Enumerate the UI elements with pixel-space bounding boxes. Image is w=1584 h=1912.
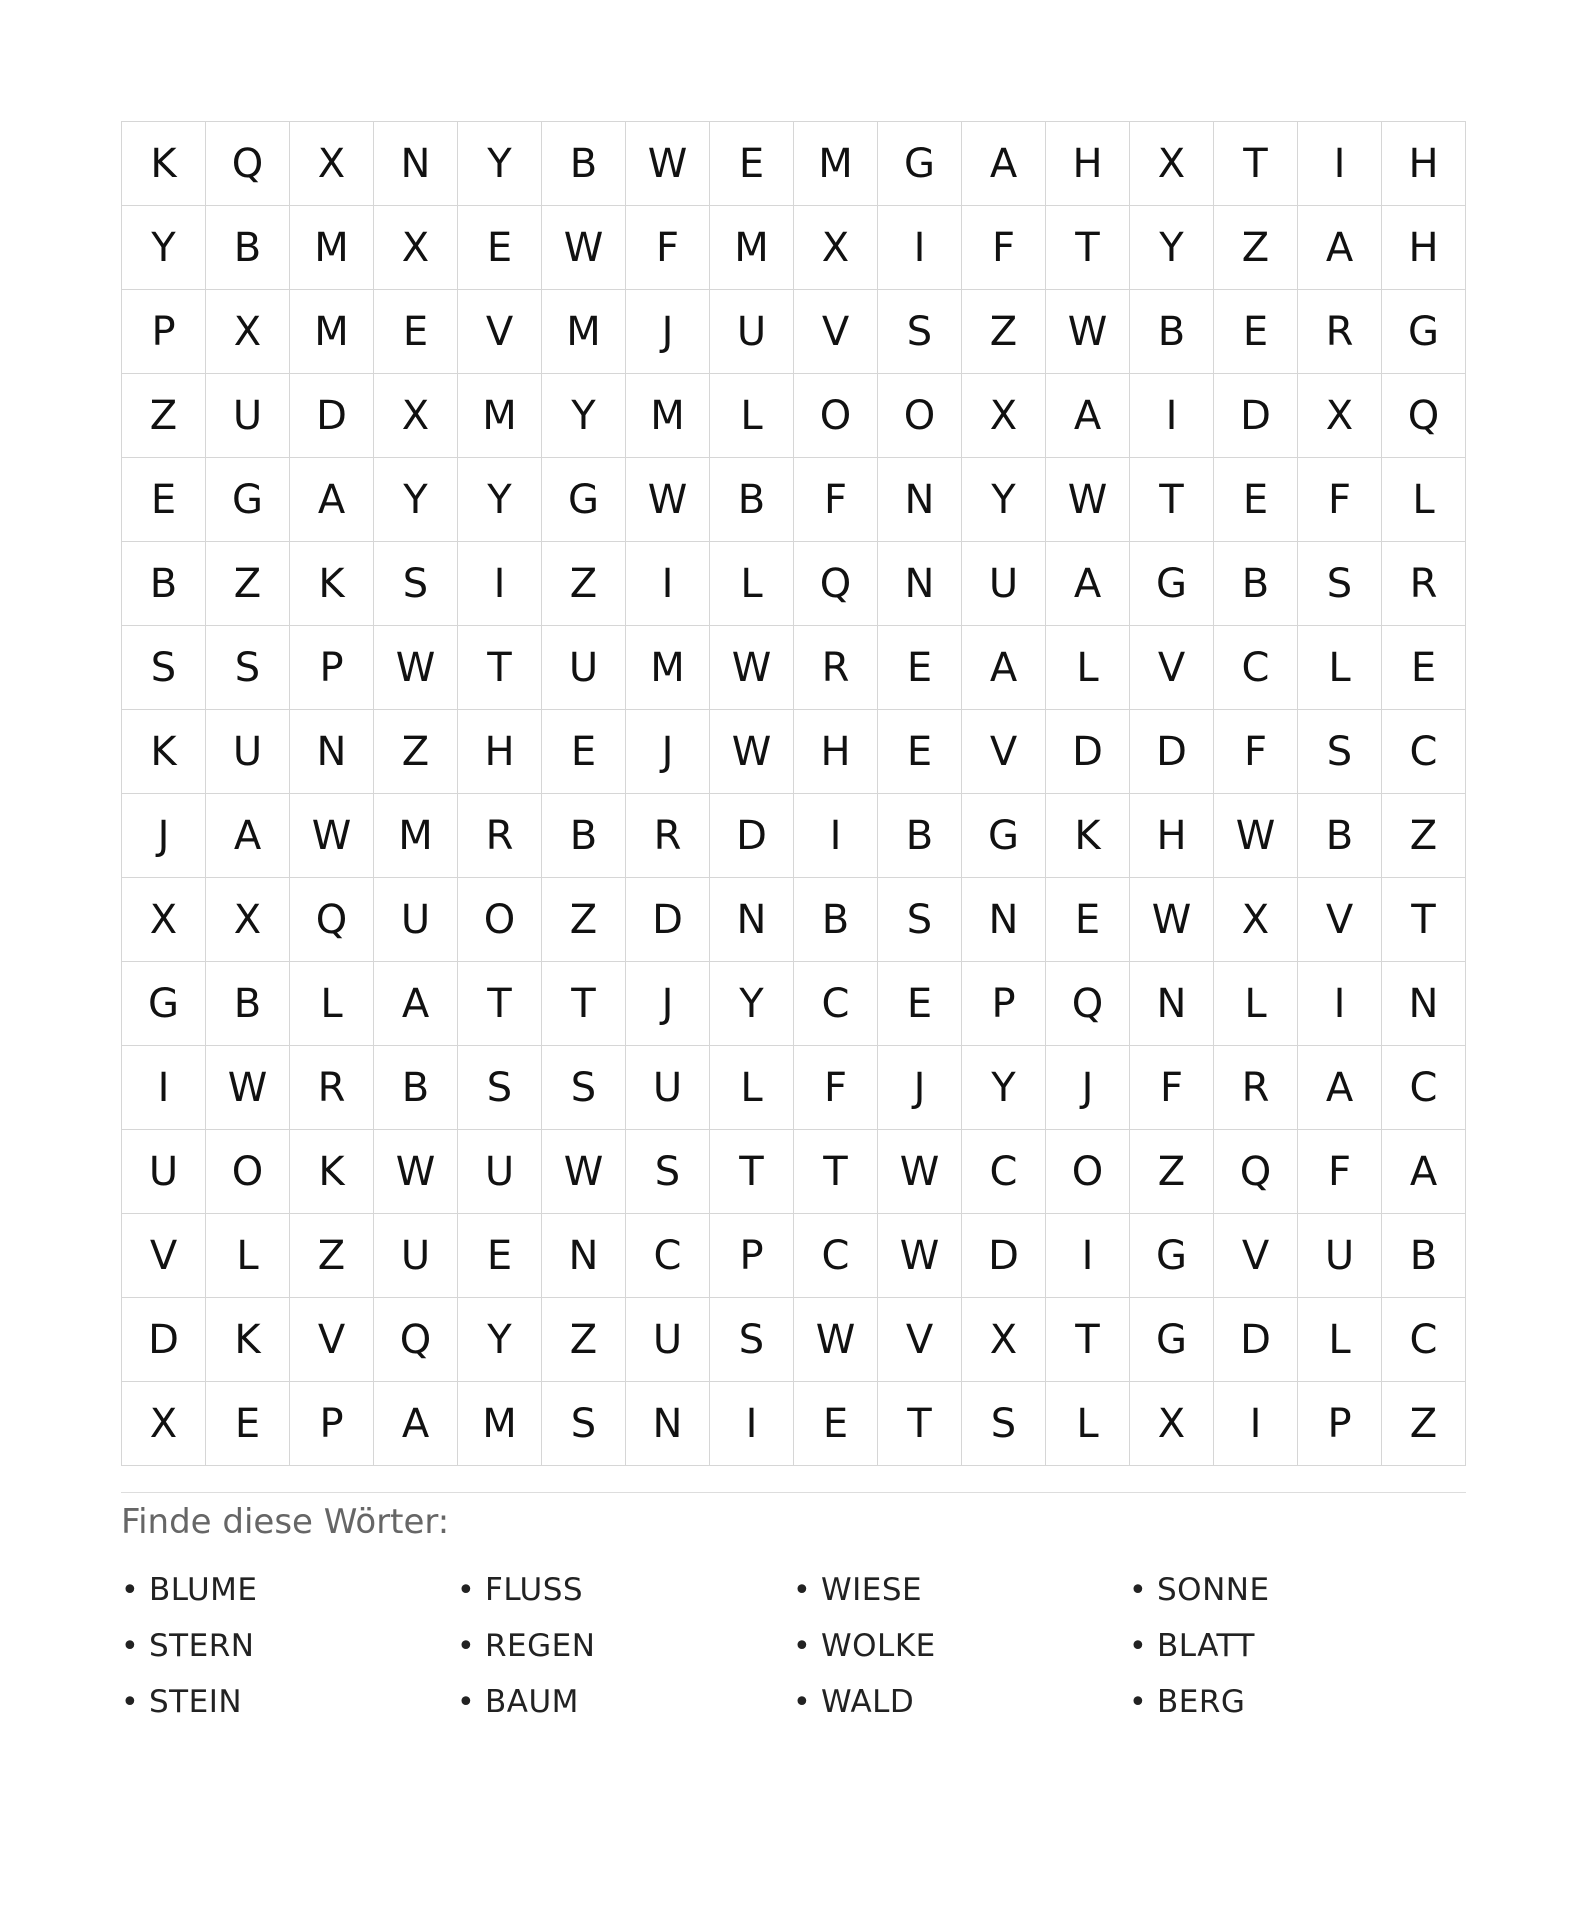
grid-cell[interactable]: Y: [710, 962, 794, 1046]
word-label: REGEN: [485, 1628, 596, 1664]
bullet-icon: •: [457, 1628, 476, 1664]
word-list-item: [1129, 1674, 1465, 1730]
grid-cell[interactable]: W: [1214, 794, 1298, 878]
grid-cell[interactable]: W: [374, 626, 458, 710]
grid-cell[interactable]: X: [290, 122, 374, 206]
grid-cell[interactable]: E: [122, 458, 206, 542]
grid-cell[interactable]: Z: [1130, 1130, 1214, 1214]
grid-cell[interactable]: S: [962, 1382, 1046, 1466]
grid-cell[interactable]: J: [878, 1046, 962, 1130]
grid-cell[interactable]: S: [542, 1382, 626, 1466]
word-list-item: [121, 1674, 457, 1730]
grid-cell[interactable]: S: [374, 542, 458, 626]
grid-cell[interactable]: N: [878, 542, 962, 626]
grid-cell[interactable]: A: [374, 1382, 458, 1466]
grid-cell[interactable]: X: [206, 878, 290, 962]
grid-cell[interactable]: P: [962, 962, 1046, 1046]
grid-cell[interactable]: A: [1046, 542, 1130, 626]
grid-cell[interactable]: E: [878, 626, 962, 710]
grid-cell[interactable]: U: [962, 542, 1046, 626]
grid-cell[interactable]: C: [1214, 626, 1298, 710]
grid-cell[interactable]: L: [710, 542, 794, 626]
grid-cell[interactable]: X: [122, 1382, 206, 1466]
grid-cell[interactable]: M: [458, 1382, 542, 1466]
grid-cell[interactable]: K: [1046, 794, 1130, 878]
grid-cell[interactable]: S: [878, 290, 962, 374]
grid-cell[interactable]: O: [458, 878, 542, 962]
grid-cell[interactable]: A: [962, 122, 1046, 206]
grid-cell[interactable]: E: [542, 710, 626, 794]
grid-cell[interactable]: Q: [1214, 1130, 1298, 1214]
grid-cell[interactable]: L: [1382, 458, 1466, 542]
grid-cell[interactable]: V: [122, 1214, 206, 1298]
grid-cell[interactable]: M: [290, 206, 374, 290]
grid-cell[interactable]: T: [1382, 878, 1466, 962]
grid-cell[interactable]: I: [710, 1382, 794, 1466]
grid-cell[interactable]: N: [710, 878, 794, 962]
grid-cell[interactable]: B: [542, 122, 626, 206]
grid-cell[interactable]: F: [1298, 1130, 1382, 1214]
grid-cell[interactable]: L: [1298, 626, 1382, 710]
grid-cell[interactable]: L: [206, 1214, 290, 1298]
grid-cell[interactable]: W: [626, 458, 710, 542]
grid-cell[interactable]: E: [458, 1214, 542, 1298]
grid-cell[interactable]: E: [1382, 626, 1466, 710]
grid-cell[interactable]: M: [458, 374, 542, 458]
grid-cell[interactable]: W: [710, 710, 794, 794]
grid-cell[interactable]: U: [206, 374, 290, 458]
grid-cell[interactable]: A: [374, 962, 458, 1046]
grid-cell[interactable]: N: [542, 1214, 626, 1298]
grid-cell[interactable]: Z: [1382, 1382, 1466, 1466]
word-label: BERG: [1157, 1684, 1246, 1720]
bullet-icon: •: [121, 1628, 140, 1664]
grid-cell[interactable]: W: [206, 1046, 290, 1130]
grid-cell[interactable]: W: [878, 1214, 962, 1298]
grid-cell[interactable]: H: [1130, 794, 1214, 878]
grid-cell[interactable]: B: [710, 458, 794, 542]
grid-cell[interactable]: G: [206, 458, 290, 542]
grid-cell[interactable]: Z: [542, 542, 626, 626]
grid-cell[interactable]: C: [626, 1214, 710, 1298]
grid-cell[interactable]: T: [710, 1130, 794, 1214]
grid-cell[interactable]: X: [1130, 122, 1214, 206]
word-list-item: [1129, 1562, 1465, 1618]
grid-cell[interactable]: W: [794, 1298, 878, 1382]
grid-cell[interactable]: A: [206, 794, 290, 878]
grid-cell[interactable]: V: [878, 1298, 962, 1382]
grid-cell[interactable]: T: [1214, 122, 1298, 206]
grid-cell[interactable]: N: [1130, 962, 1214, 1046]
grid-cell[interactable]: K: [290, 1130, 374, 1214]
grid-cell[interactable]: U: [626, 1298, 710, 1382]
grid-cell[interactable]: M: [626, 374, 710, 458]
grid-cell[interactable]: F: [1214, 710, 1298, 794]
bullet-icon: •: [1129, 1628, 1148, 1664]
grid-cell[interactable]: P: [290, 626, 374, 710]
grid-cell[interactable]: M: [710, 206, 794, 290]
grid-cell[interactable]: Z: [542, 878, 626, 962]
grid-cell[interactable]: H: [1382, 206, 1466, 290]
grid-cell[interactable]: E: [878, 710, 962, 794]
grid-cell[interactable]: F: [1298, 458, 1382, 542]
grid-cell[interactable]: H: [1046, 122, 1130, 206]
grid-cell[interactable]: L: [1214, 962, 1298, 1046]
word-list-item: [457, 1618, 793, 1674]
grid-cell[interactable]: N: [290, 710, 374, 794]
grid-cell[interactable]: T: [794, 1130, 878, 1214]
word-list: [121, 1562, 1466, 1730]
grid-cell[interactable]: Z: [290, 1214, 374, 1298]
grid-cell[interactable]: Z: [962, 290, 1046, 374]
word-label: BAUM: [485, 1684, 579, 1720]
grid-cell[interactable]: Y: [458, 458, 542, 542]
grid-cell[interactable]: I: [1214, 1382, 1298, 1466]
grid-cell[interactable]: F: [1130, 1046, 1214, 1130]
grid-cell[interactable]: F: [794, 1046, 878, 1130]
grid-cell[interactable]: X: [794, 206, 878, 290]
bullet-icon: •: [793, 1572, 812, 1608]
grid-cell[interactable]: Z: [1214, 206, 1298, 290]
grid-cell[interactable]: E: [794, 1382, 878, 1466]
grid-cell[interactable]: Z: [374, 710, 458, 794]
grid-cell[interactable]: I: [1298, 122, 1382, 206]
grid-cell[interactable]: G: [878, 122, 962, 206]
grid-cell[interactable]: L: [290, 962, 374, 1046]
grid-cell[interactable]: S: [878, 878, 962, 962]
grid-cell[interactable]: E: [878, 962, 962, 1046]
grid-cell[interactable]: Y: [1130, 206, 1214, 290]
bullet-icon: •: [121, 1572, 140, 1608]
bullet-icon: •: [457, 1684, 476, 1720]
word-label: STERN: [149, 1628, 255, 1664]
grid-cell[interactable]: J: [1046, 1046, 1130, 1130]
grid-cell[interactable]: G: [1130, 1298, 1214, 1382]
grid-cell[interactable]: R: [1214, 1046, 1298, 1130]
grid-cell[interactable]: F: [962, 206, 1046, 290]
word-label: STEIN: [149, 1684, 243, 1720]
grid-cell[interactable]: W: [542, 1130, 626, 1214]
divider: [121, 1492, 1466, 1493]
grid-cell[interactable]: Q: [290, 878, 374, 962]
grid-cell[interactable]: C: [794, 1214, 878, 1298]
grid-cell[interactable]: W: [1046, 458, 1130, 542]
grid-cell[interactable]: U: [710, 290, 794, 374]
grid-cell[interactable]: X: [374, 206, 458, 290]
grid-cell[interactable]: R: [794, 626, 878, 710]
grid-cell[interactable]: B: [878, 794, 962, 878]
grid-cell[interactable]: R: [458, 794, 542, 878]
word-list-item: [793, 1674, 1129, 1730]
grid-cell[interactable]: E: [206, 1382, 290, 1466]
grid-cell[interactable]: B: [206, 962, 290, 1046]
grid-cell[interactable]: T: [878, 1382, 962, 1466]
grid-cell[interactable]: L: [1046, 626, 1130, 710]
grid-cell[interactable]: E: [458, 206, 542, 290]
grid-cell[interactable]: O: [878, 374, 962, 458]
grid-cell[interactable]: T: [542, 962, 626, 1046]
grid-cell[interactable]: X: [206, 290, 290, 374]
grid-cell[interactable]: M: [290, 290, 374, 374]
grid-cell[interactable]: S: [542, 1046, 626, 1130]
grid-cell[interactable]: R: [1298, 290, 1382, 374]
grid-cell[interactable]: S: [710, 1298, 794, 1382]
grid-cell[interactable]: A: [1382, 1130, 1466, 1214]
grid-cell[interactable]: P: [290, 1382, 374, 1466]
grid-cell[interactable]: M: [794, 122, 878, 206]
grid-cell[interactable]: E: [374, 290, 458, 374]
grid-cell[interactable]: O: [206, 1130, 290, 1214]
grid-cell[interactable]: E: [1214, 458, 1298, 542]
word-list-item: [121, 1562, 457, 1618]
grid-cell[interactable]: D: [290, 374, 374, 458]
grid-cell[interactable]: G: [1382, 290, 1466, 374]
grid-cell[interactable]: W: [374, 1130, 458, 1214]
word-label: SONNE: [1157, 1572, 1270, 1608]
grid-cell[interactable]: Y: [458, 1298, 542, 1382]
grid-cell[interactable]: T: [458, 962, 542, 1046]
grid-cell[interactable]: C: [1382, 710, 1466, 794]
grid-cell[interactable]: X: [374, 374, 458, 458]
grid-cell[interactable]: X: [962, 1298, 1046, 1382]
grid-cell[interactable]: V: [1214, 1214, 1298, 1298]
grid-cell[interactable]: Y: [962, 1046, 1046, 1130]
grid-cell[interactable]: H: [458, 710, 542, 794]
grid-cell[interactable]: X: [122, 878, 206, 962]
grid-cell[interactable]: M: [374, 794, 458, 878]
grid-cell[interactable]: Q: [374, 1298, 458, 1382]
bullet-icon: •: [1129, 1572, 1148, 1608]
grid-cell[interactable]: K: [290, 542, 374, 626]
grid-cell[interactable]: A: [1298, 206, 1382, 290]
word-label: WOLKE: [821, 1628, 936, 1664]
grid-cell[interactable]: V: [290, 1298, 374, 1382]
grid-cell[interactable]: S: [206, 626, 290, 710]
grid-cell[interactable]: B: [374, 1046, 458, 1130]
grid-cell[interactable]: W: [290, 794, 374, 878]
grid-cell[interactable]: L: [1046, 1382, 1130, 1466]
grid-cell[interactable]: C: [1382, 1298, 1466, 1382]
word-list-item: [457, 1562, 793, 1618]
grid-cell[interactable]: H: [1382, 122, 1466, 206]
grid-cell[interactable]: D: [1214, 374, 1298, 458]
grid-cell[interactable]: U: [122, 1130, 206, 1214]
grid-cell[interactable]: D: [962, 1214, 1046, 1298]
grid-cell[interactable]: B: [1382, 1214, 1466, 1298]
grid-cell[interactable]: E: [1046, 878, 1130, 962]
grid-cell[interactable]: C: [1382, 1046, 1466, 1130]
grid-cell[interactable]: Y: [542, 374, 626, 458]
grid-cell[interactable]: B: [542, 794, 626, 878]
word-search-grid: [121, 121, 1466, 1466]
grid-cell[interactable]: Z: [122, 374, 206, 458]
grid-cell[interactable]: U: [1298, 1214, 1382, 1298]
grid-cell[interactable]: U: [626, 1046, 710, 1130]
grid-cell[interactable]: Q: [794, 542, 878, 626]
grid-cell[interactable]: I: [122, 1046, 206, 1130]
grid-cell[interactable]: A: [1046, 374, 1130, 458]
grid-cell[interactable]: N: [962, 878, 1046, 962]
grid-cell[interactable]: P: [710, 1214, 794, 1298]
grid-cell[interactable]: F: [794, 458, 878, 542]
grid-cell[interactable]: G: [1130, 1214, 1214, 1298]
grid-cell[interactable]: B: [122, 542, 206, 626]
grid-cell[interactable]: M: [542, 290, 626, 374]
grid-cell[interactable]: I: [794, 794, 878, 878]
grid-cell[interactable]: N: [1382, 962, 1466, 1046]
grid-cell[interactable]: J: [626, 962, 710, 1046]
grid-cell[interactable]: I: [1298, 962, 1382, 1046]
grid-cell[interactable]: Z: [206, 542, 290, 626]
grid-cell[interactable]: I: [878, 206, 962, 290]
word-list-item: [793, 1618, 1129, 1674]
word-list-item: [1129, 1618, 1465, 1674]
grid-cell[interactable]: B: [1298, 794, 1382, 878]
grid-cell[interactable]: V: [962, 710, 1046, 794]
grid-cell[interactable]: W: [878, 1130, 962, 1214]
grid-cell[interactable]: R: [626, 794, 710, 878]
grid-cell[interactable]: V: [1298, 878, 1382, 962]
grid-cell[interactable]: X: [1130, 1382, 1214, 1466]
grid-cell[interactable]: B: [1130, 290, 1214, 374]
grid-cell[interactable]: J: [122, 794, 206, 878]
grid-cell[interactable]: Y: [122, 206, 206, 290]
grid-cell[interactable]: G: [122, 962, 206, 1046]
grid-cell[interactable]: W: [710, 626, 794, 710]
grid-cell[interactable]: L: [710, 1046, 794, 1130]
grid-cell[interactable]: S: [1298, 542, 1382, 626]
grid-cell[interactable]: D: [626, 878, 710, 962]
grid-cell[interactable]: N: [626, 1382, 710, 1466]
bullet-icon: •: [1129, 1684, 1148, 1720]
grid-cell[interactable]: B: [794, 878, 878, 962]
grid-cell[interactable]: A: [1298, 1046, 1382, 1130]
grid-cell[interactable]: W: [626, 122, 710, 206]
grid-cell[interactable]: L: [1298, 1298, 1382, 1382]
grid-cell[interactable]: A: [290, 458, 374, 542]
grid-cell[interactable]: Q: [1382, 374, 1466, 458]
grid-cell[interactable]: W: [1130, 878, 1214, 962]
grid-cell[interactable]: O: [1046, 1130, 1130, 1214]
grid-cell[interactable]: D: [1214, 1298, 1298, 1382]
grid-cell[interactable]: U: [542, 626, 626, 710]
grid-cell[interactable]: S: [626, 1130, 710, 1214]
grid-cell[interactable]: K: [206, 1298, 290, 1382]
grid-cell[interactable]: O: [794, 374, 878, 458]
grid-cell[interactable]: G: [1130, 542, 1214, 626]
word-list-title: Finde diese Wörter:: [121, 1502, 450, 1542]
grid-cell[interactable]: T: [1046, 1298, 1130, 1382]
bullet-icon: •: [793, 1684, 812, 1720]
bullet-icon: •: [121, 1684, 140, 1720]
word-label: FLUSS: [485, 1572, 584, 1608]
grid-cell[interactable]: T: [1130, 458, 1214, 542]
grid-cell[interactable]: R: [1382, 542, 1466, 626]
grid-cell[interactable]: A: [962, 626, 1046, 710]
word-list-item: [793, 1562, 1129, 1618]
grid-cell[interactable]: K: [122, 710, 206, 794]
word-list-item: [457, 1674, 793, 1730]
grid-cell[interactable]: G: [542, 458, 626, 542]
grid-cell[interactable]: L: [710, 374, 794, 458]
grid-cell[interactable]: I: [458, 542, 542, 626]
grid-cell[interactable]: Y: [962, 458, 1046, 542]
bullet-icon: •: [457, 1572, 476, 1608]
grid-cell[interactable]: C: [962, 1130, 1046, 1214]
grid-cell[interactable]: F: [626, 206, 710, 290]
word-label: BLUME: [149, 1572, 258, 1608]
grid-cell[interactable]: S: [1298, 710, 1382, 794]
grid-cell[interactable]: S: [122, 626, 206, 710]
grid-cell[interactable]: I: [626, 542, 710, 626]
grid-cell[interactable]: J: [626, 290, 710, 374]
grid-cell[interactable]: G: [962, 794, 1046, 878]
grid-cell[interactable]: T: [1046, 206, 1130, 290]
grid-cell[interactable]: U: [374, 1214, 458, 1298]
grid-cell[interactable]: Z: [1382, 794, 1466, 878]
grid-cell[interactable]: E: [1214, 290, 1298, 374]
grid-cell[interactable]: J: [626, 710, 710, 794]
grid-cell[interactable]: R: [290, 1046, 374, 1130]
grid-cell[interactable]: W: [1046, 290, 1130, 374]
grid-cell[interactable]: U: [458, 1130, 542, 1214]
word-label: BLATT: [1157, 1628, 1255, 1664]
grid-cell[interactable]: Z: [542, 1298, 626, 1382]
grid-cell[interactable]: M: [626, 626, 710, 710]
grid-cell[interactable]: I: [1046, 1214, 1130, 1298]
grid-cell[interactable]: U: [374, 878, 458, 962]
word-list-item: [121, 1618, 457, 1674]
grid-cell[interactable]: X: [962, 374, 1046, 458]
grid-cell[interactable]: P: [1298, 1382, 1382, 1466]
grid-cell[interactable]: X: [1298, 374, 1382, 458]
grid-cell[interactable]: N: [878, 458, 962, 542]
grid-cell[interactable]: U: [206, 710, 290, 794]
grid-cell[interactable]: P: [122, 290, 206, 374]
grid-cell[interactable]: B: [206, 206, 290, 290]
grid-cell[interactable]: H: [794, 710, 878, 794]
grid-cell[interactable]: T: [458, 626, 542, 710]
grid-cell[interactable]: V: [794, 290, 878, 374]
grid-cell[interactable]: D: [122, 1298, 206, 1382]
grid-cell[interactable]: C: [794, 962, 878, 1046]
grid-cell[interactable]: D: [1130, 710, 1214, 794]
grid-cell[interactable]: N: [374, 122, 458, 206]
grid-cell[interactable]: E: [710, 122, 794, 206]
grid-cell[interactable]: W: [542, 206, 626, 290]
grid-cell[interactable]: I: [1130, 374, 1214, 458]
word-label: WALD: [821, 1684, 915, 1720]
grid-cell[interactable]: X: [1214, 878, 1298, 962]
grid-cell[interactable]: K: [122, 122, 206, 206]
grid-cell[interactable]: Q: [206, 122, 290, 206]
grid-cell[interactable]: V: [1130, 626, 1214, 710]
grid-cell[interactable]: B: [1214, 542, 1298, 626]
grid-cell[interactable]: D: [1046, 710, 1130, 794]
grid-cell[interactable]: D: [710, 794, 794, 878]
grid-cell[interactable]: V: [458, 290, 542, 374]
word-label: WIESE: [821, 1572, 923, 1608]
bullet-icon: •: [793, 1628, 812, 1664]
grid-cell[interactable]: Y: [374, 458, 458, 542]
grid-cell[interactable]: S: [458, 1046, 542, 1130]
grid-cell[interactable]: Q: [1046, 962, 1130, 1046]
grid-cell[interactable]: Y: [458, 122, 542, 206]
